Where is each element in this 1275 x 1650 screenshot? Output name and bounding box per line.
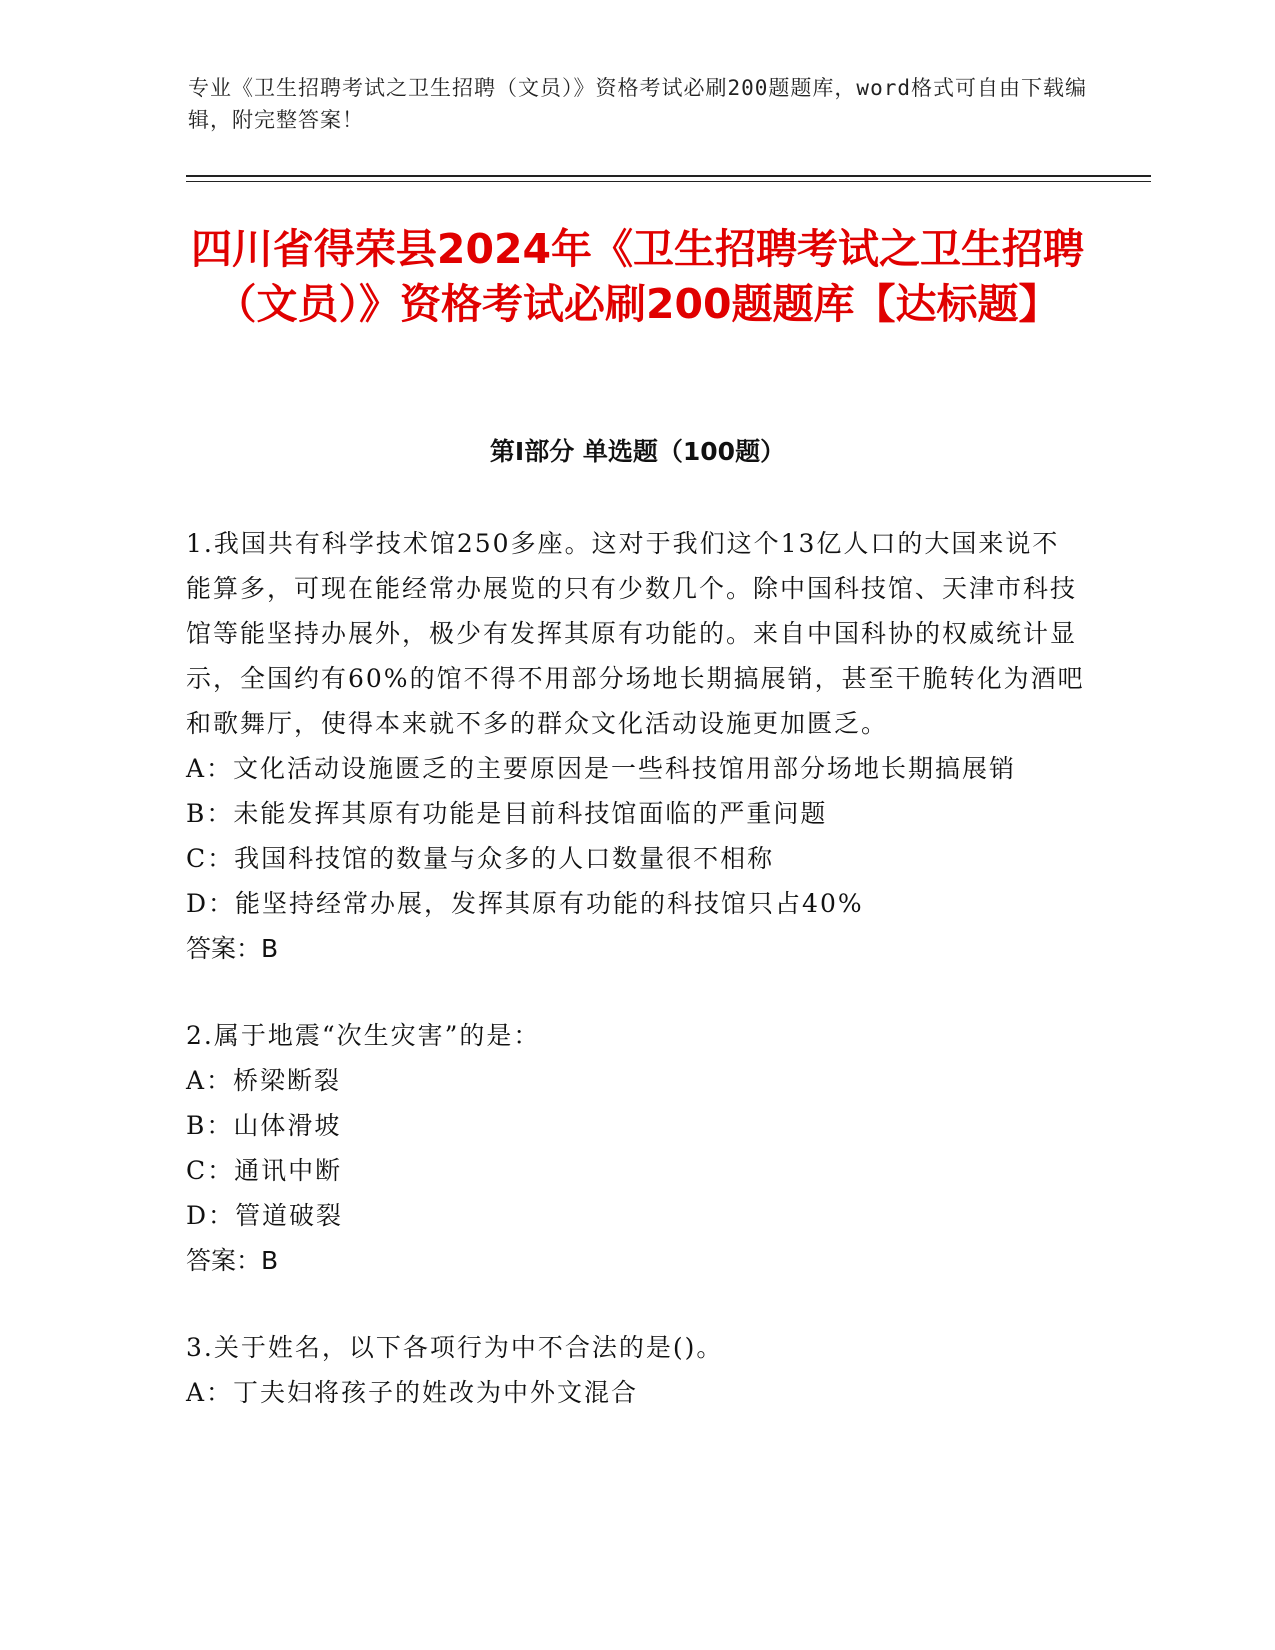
- header-divider-thin: [186, 181, 1151, 182]
- question-3: [186, 1325, 1086, 1415]
- option-d: D：管道破裂: [186, 1201, 344, 1230]
- document-title: 四川省得荣县2024年《卫生招聘考试之卫生招聘（文员）》资格考试必刷200题题库【达标题】: [190, 225, 1085, 328]
- option-a: A：文化活动设施匮乏的主要原因是一些科技馆用部分场地长期搞展销: [186, 754, 1017, 783]
- header-divider-thick: [186, 175, 1151, 177]
- option-c: C：我国科技馆的数量与众多的人口数量很不相称: [186, 844, 775, 873]
- answer: 答案：B: [186, 934, 279, 963]
- option-d: D：能坚持经常办展，发挥其原有功能的科技馆只占40%: [186, 889, 864, 918]
- question-list: [186, 521, 1086, 1457]
- option-a: A：桥梁断裂: [186, 1066, 342, 1095]
- question-2: [186, 1013, 1086, 1283]
- section-heading: 第Ⅰ部分 单选题（100题）: [489, 437, 786, 466]
- option-c: C：通讯中断: [186, 1156, 343, 1185]
- question-stem: 2.属于地震“次生灾害”的是：: [186, 1021, 541, 1050]
- option-b: B：山体滑坡: [186, 1111, 342, 1140]
- option-a: A：丁夫妇将孩子的姓改为中外文混合: [186, 1378, 639, 1407]
- question-1: [186, 521, 1086, 971]
- question-stem: 3.关于姓名，以下各项行为中不合法的是()。: [186, 1333, 724, 1362]
- option-b: B：未能发挥其原有功能是目前科技馆面临的严重问题: [186, 799, 828, 828]
- header-note: 专业《卫生招聘考试之卫生招聘（文员）》资格考试必刷200题题库，word格式可自由下载编辑，附完整答案！: [188, 76, 1087, 132]
- answer: 答案：B: [186, 1246, 279, 1275]
- question-stem: 1.我国共有科学技术馆250多座。这对于我们这个13亿人口的大国来说不能算多，可现在能经常办展览的只有少数几个。除中国科技馆、天津市科技馆等能坚持办展外，极少有发挥其原有功能的。来自中国科协的权威统计显示，全国约有60%的馆不得不用部分场地长期搞展销，甚至干脆转化为酒吧和歌舞厅，使得本来就不多的群众文化活动设施更加匮乏。: [186, 529, 1085, 738]
